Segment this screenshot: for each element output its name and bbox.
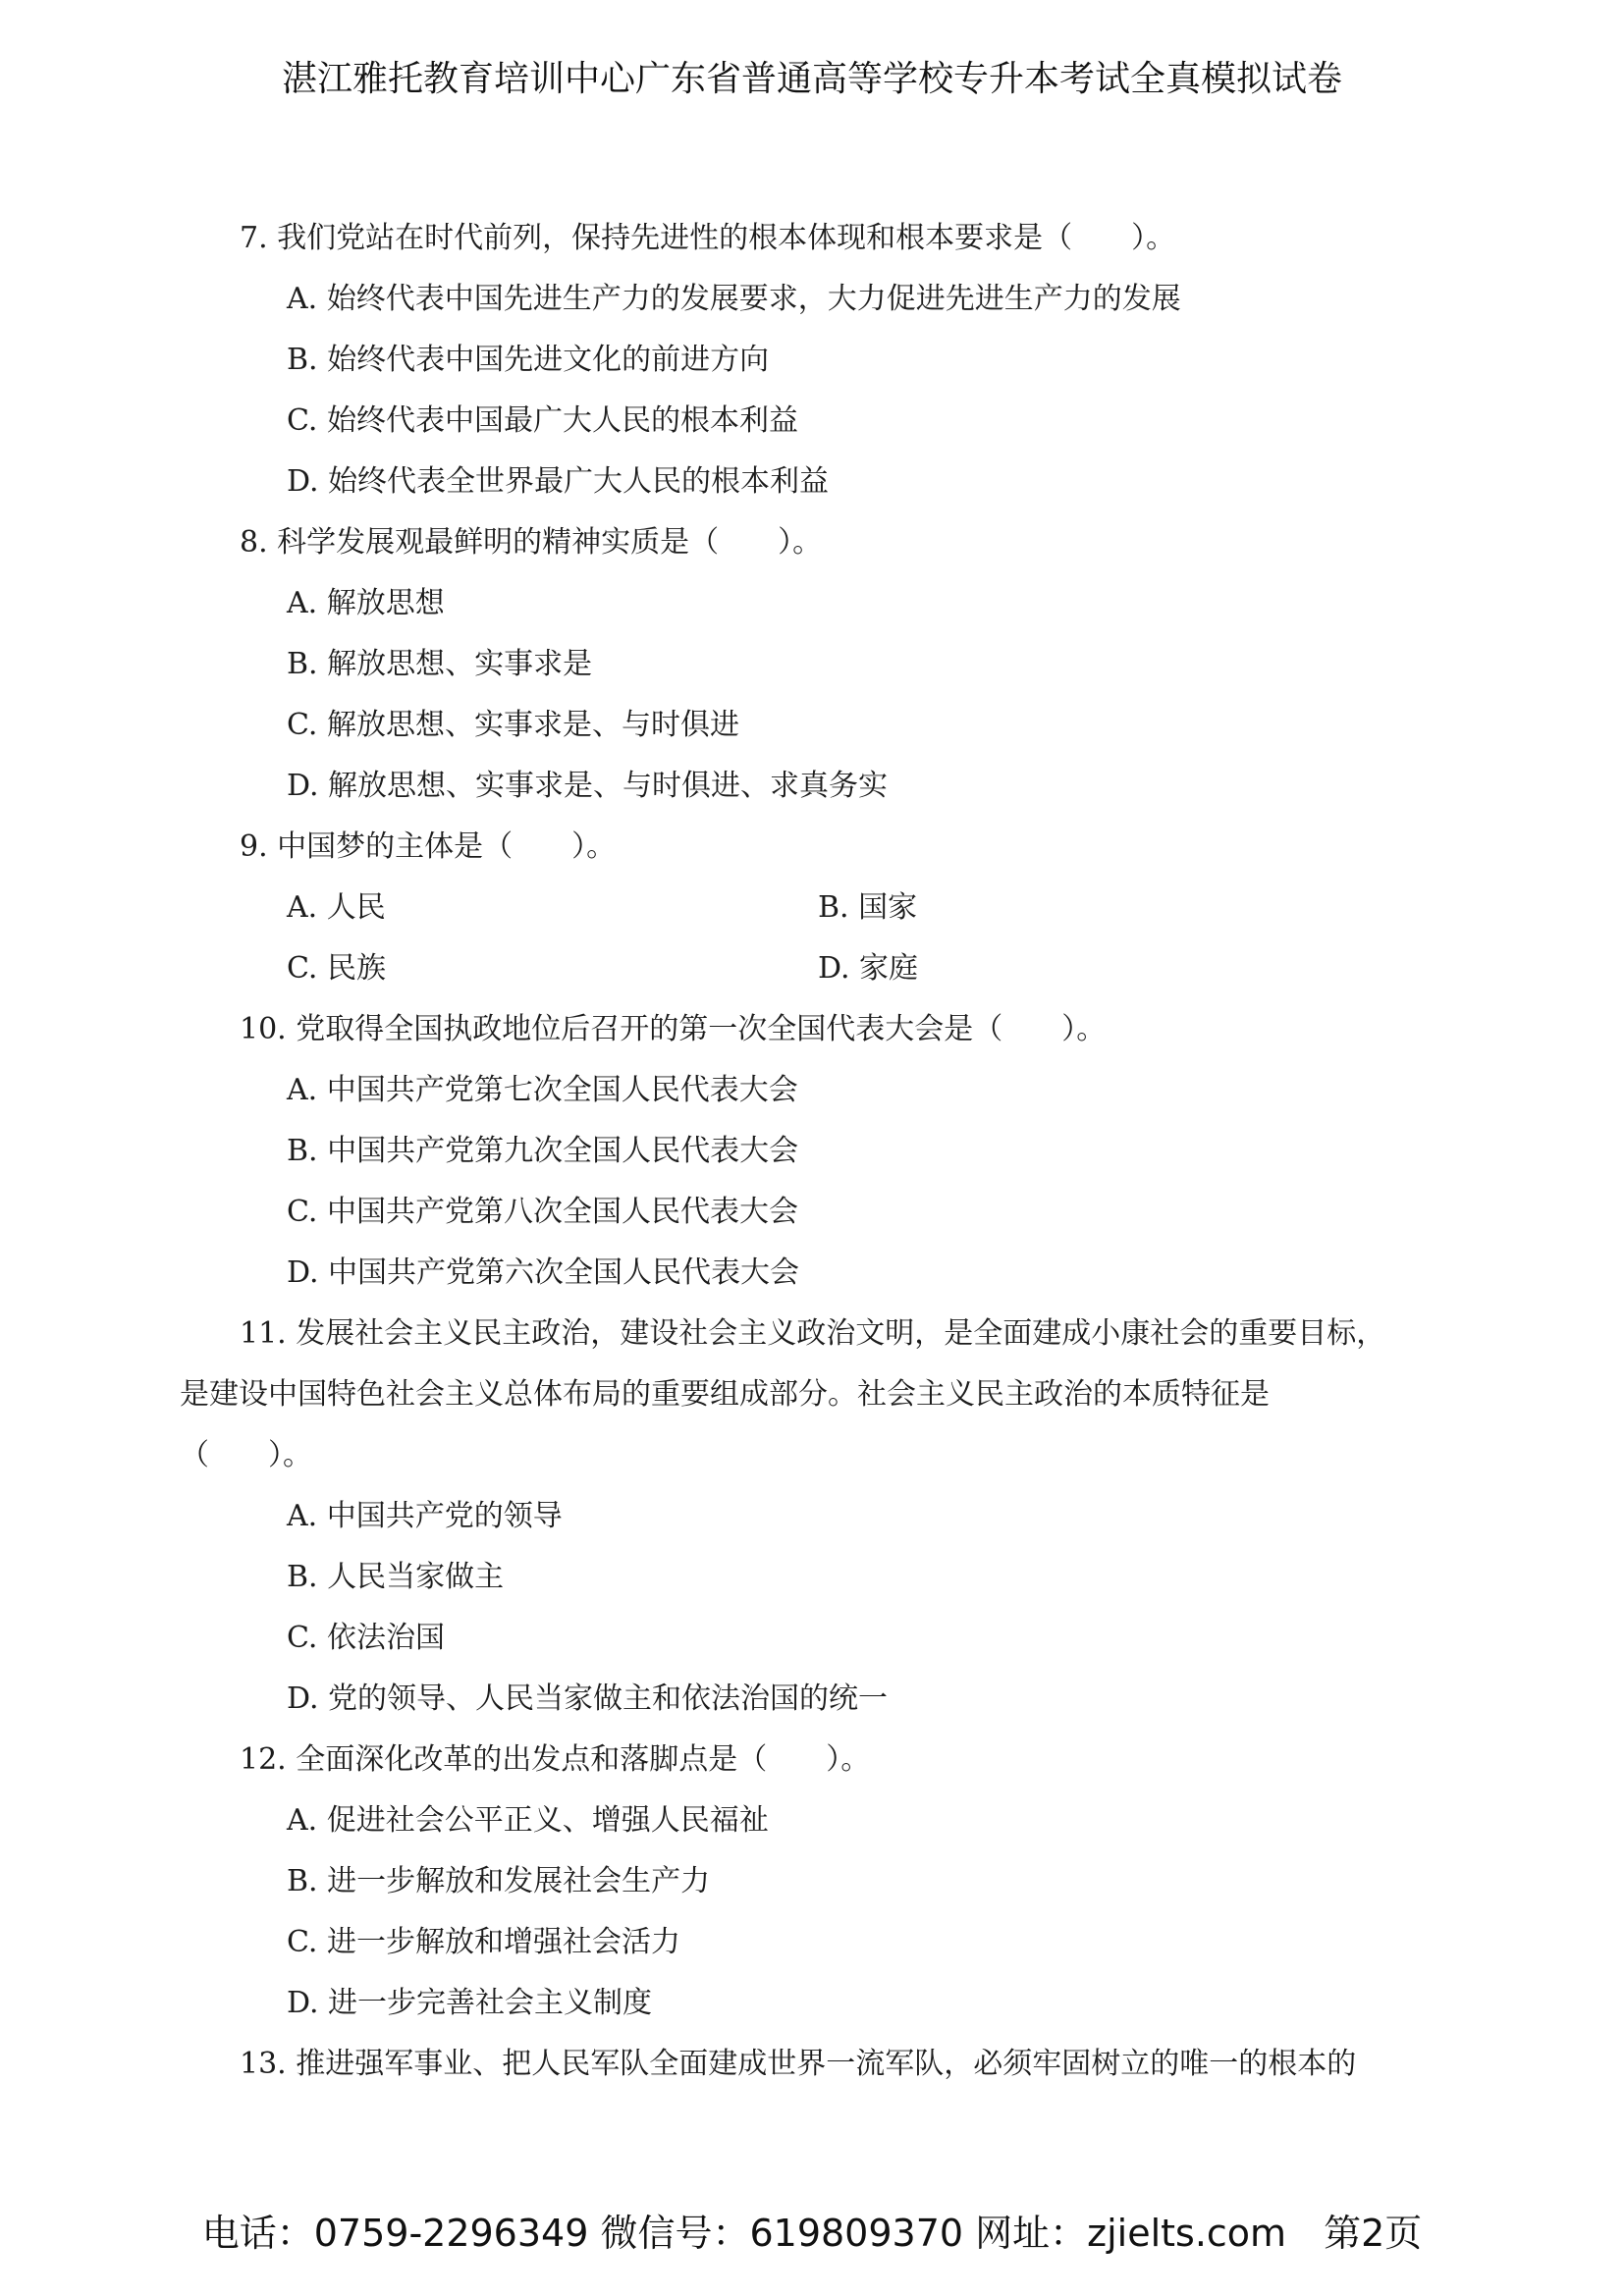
question-10-stem: 10. 党取得全国执政地位后召开的第一次全国代表大会是（ ）。 (240, 1012, 1107, 1046)
question-12-option-b: B. 进一步解放和发展社会生产力 (287, 1864, 711, 1898)
question-10-option-b: B. 中国共产党第九次全国人民代表大会 (287, 1134, 799, 1168)
question-11-option-c: C. 依法治国 (287, 1621, 445, 1655)
question-7-option-a: A. 始终代表中国先进生产力的发展要求，大力促进先进生产力的发展 (287, 282, 1181, 316)
page-header-title: 湛江雅托教育培训中心广东省普通高等学校专升本考试全真模拟试卷 (281, 59, 1342, 99)
question-12-option-a: A. 促进社会公平正义、增强人民福祉 (287, 1803, 769, 1838)
question-8-stem: 8. 科学发展观最鲜明的精神实质是（ ）。 (240, 525, 823, 560)
question-11-stem-line-3: （ ）。 (180, 1438, 312, 1472)
question-10-option-a: A. 中国共产党第七次全国人民代表大会 (287, 1073, 798, 1107)
question-11-option-d: D. 党的领导、人民当家做主和依法治国的统一 (287, 1682, 889, 1716)
question-9-stem: 9. 中国梦的主体是（ ）。 (240, 829, 617, 864)
page-footer-contact: 电话：0759-2296349 微信号：619809370 网址：zjielts.com 第2页 (201, 2212, 1423, 2255)
question-12-option-d: D. 进一步完善社会主义制度 (287, 1986, 653, 2020)
question-9-option-b: B. 国家 (818, 890, 918, 925)
question-8-option-b: B. 解放思想、实事求是 (287, 647, 593, 681)
question-11-option-b: B. 人民当家做主 (287, 1560, 505, 1594)
question-7-option-d: D. 始终代表全世界最广大人民的根本利益 (287, 464, 830, 499)
question-11-stem-line-1: 11. 发展社会主义民主政治，建设社会主义政治文明，是全面建成小康社会的重要目标， (240, 1316, 1386, 1351)
question-9-option-c: C. 民族 (287, 951, 386, 986)
exam-questions (180, 208, 1456, 2095)
question-10-option-c: C. 中国共产党第八次全国人民代表大会 (287, 1195, 798, 1229)
question-10-option-d: D. 中国共产党第六次全国人民代表大会 (287, 1255, 800, 1290)
question-7-option-b: B. 始终代表中国先进文化的前进方向 (287, 343, 770, 377)
question-12-stem: 12. 全面深化改革的出发点和落脚点是（ ）。 (240, 1742, 871, 1777)
question-9-option-d: D. 家庭 (818, 951, 919, 986)
question-7-option-c: C. 始终代表中国最广大人民的根本利益 (287, 403, 798, 438)
question-11-option-a: A. 中国共产党的领导 (287, 1499, 563, 1533)
question-8-option-a: A. 解放思想 (287, 586, 445, 620)
question-12-option-c: C. 进一步解放和增强社会活力 (287, 1925, 680, 1959)
question-11-stem-line-2: 是建设中国特色社会主义总体布局的重要组成部分。社会主义民主政治的本质特征是 (180, 1377, 1270, 1412)
question-13-stem: 13. 推进强军事业、把人民军队全面建成世界一流军队，必须牢固树立的唯一的根本的 (240, 2047, 1357, 2081)
question-8-option-d: D. 解放思想、实事求是、与时俱进、求真务实 (287, 769, 889, 803)
question-9-options-row-2 (180, 938, 1456, 999)
question-8-option-c: C. 解放思想、实事求是、与时俱进 (287, 708, 739, 742)
question-7-stem: 7. 我们党站在时代前列，保持先进性的根本体现和根本要求是（ ）。 (240, 221, 1176, 255)
question-9-option-a: A. 人民 (287, 890, 386, 925)
question-9-options-row-1 (180, 878, 1456, 938)
